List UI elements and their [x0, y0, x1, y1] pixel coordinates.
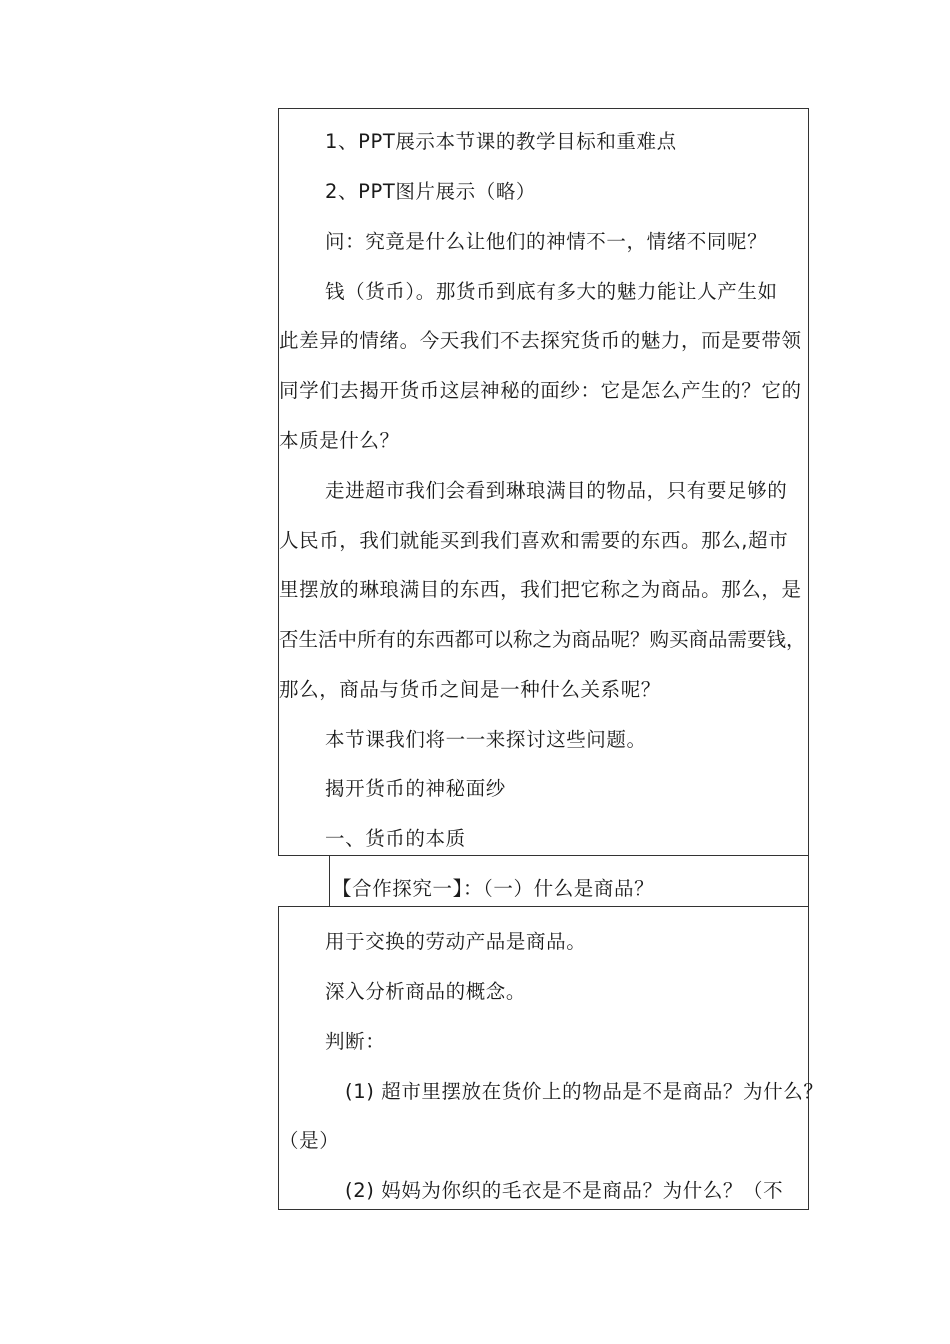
- text-line: 钱（货币）。那货币到底有多大的魅力能让人产生如: [325, 280, 778, 303]
- text-line: 问：究竟是什么让他们的神情不一，情绪不同呢？: [325, 230, 768, 253]
- text-line: 用于交换的劳动产品是商品。: [325, 930, 587, 953]
- text-line: 人民币，我们就能买到我们喜欢和需要的东西。那么,超市: [279, 529, 789, 552]
- content-table-block-1: [278, 108, 809, 856]
- section-heading: 【合作探究一】：（一）什么是商品？: [332, 877, 655, 900]
- text-line: 走进超市我们会看到琳琅满目的物品，只有要足够的: [325, 479, 788, 502]
- text-line: 本质是什么？: [279, 429, 400, 452]
- section-heading-row: [329, 855, 809, 907]
- text-line: (1) 超市里摆放在货价上的物品是不是商品？为什么？: [345, 1080, 824, 1103]
- content-table-block-2: [278, 906, 824, 1210]
- text-line: 揭开货币的神秘面纱: [325, 777, 506, 800]
- text-line: 同学们去揭开货币这层神秘的面纱：它是怎么产生的？它的: [279, 379, 802, 402]
- text-line: 否生活中所有的东西都可以称之为商品呢？购买商品需要钱，: [279, 628, 806, 651]
- text-line: 一、货币的本质: [325, 827, 466, 850]
- text-line: 2、PPT图片展示（略）: [325, 180, 537, 203]
- text-line: 深入分析商品的概念。: [325, 980, 527, 1003]
- text-line: 那么，商品与货币之间是一种什么关系呢？: [279, 678, 661, 701]
- text-line: 判断：: [325, 1030, 386, 1053]
- text-line: 本节课我们将一一来探讨这些问题。: [325, 728, 647, 751]
- text-line: （是）: [279, 1129, 340, 1152]
- text-line: 里摆放的琳琅满目的东西，我们把它称之为商品。那么，是: [279, 578, 802, 601]
- text-line: 1、PPT展示本节课的教学目标和重难点: [325, 130, 677, 153]
- text-line: (2) 妈妈为你织的毛衣是不是商品？为什么？（不: [345, 1179, 784, 1202]
- text-line: 此差异的情绪。今天我们不去探究货币的魅力，而是要带领: [279, 329, 802, 352]
